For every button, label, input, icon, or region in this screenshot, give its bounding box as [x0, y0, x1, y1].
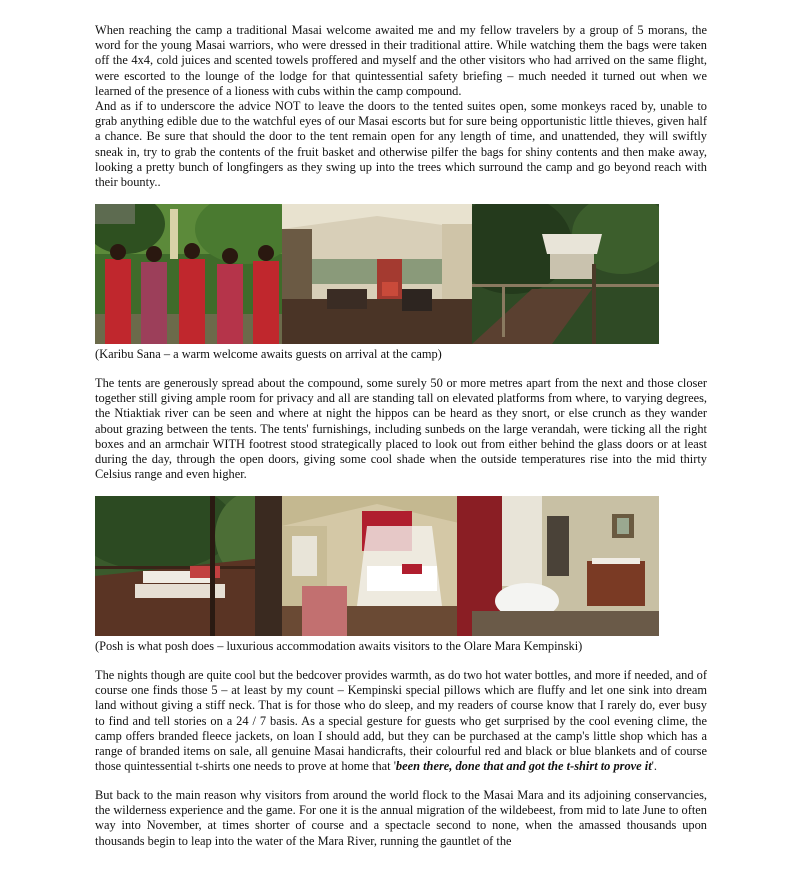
photo-bathroom [472, 496, 659, 636]
photo-row-welcome [95, 204, 659, 344]
caption-welcome: (Karibu Sana – a warm welcome awaits guests on arrival at the camp) [95, 347, 442, 361]
photo-bedroom [282, 496, 472, 636]
caption-accommodation: (Posh is what posh does – luxurious accommodation awaits visitors to the Olare Mara Kempinski) [95, 639, 583, 653]
photo-verandah-sunbeds [95, 496, 282, 636]
paragraph-nights-end: '. [651, 759, 658, 774]
paragraph-migration: But back to the main reason why visitors from around the world flock to the Masai Mara and its adjoining conservancies, the wilderness experience and the game. For one it is the annual migration of the wildebeest, from mid to late June to often way into November, at times shorter of course and a spectacle second to none, when the amassed thousands upon thousands begin to leap into the water of the Mara River, running the gauntlet of the [95, 788, 707, 848]
photo-row-accommodation [95, 496, 659, 636]
paragraph-nights [95, 668, 707, 774]
paragraph-welcome: When reaching the camp a traditional Masai welcome awaited me and my fellow travelers by a group of 5 morans, the word for the young Masai warriors, who were dressed in their traditional attire. While watching them the bags were taken off the 4x4, cold juices and scented towels proffered and myself and the other visitors who had arrived on the same flight, were escorted to the lounge of the lodge for that quintessential safety briefing – much needed it turned out when we learned of the presence of a lioness with cubs within the camp compound. [95, 23, 707, 98]
photo-masai-warriors [95, 204, 282, 344]
tshirt-quote: been there, done that and got the t-shirt to prove it [395, 759, 652, 774]
paragraph-nights-text: The nights though are quite cool but the bedcover provides warmth, as do two hot water bottles, and more if needed, and of course one finds those 5 – at least by my count – Kempinski special pillows which are fluffy and let one sink into dream land without giving a stiff neck. That is for those who do sleep, and my readers of course know that I rarely do, ever busy to find and tell stories on a 24 / 7 basis. As a special gesture for guests who get surprised by the cool evening clime, the camp offers branded fleece jackets, on loan I should add, but they can be purchased at the camp's little shop which has a range of branded items on sale, all genuine Masai handicrafts, their colourful red and black or blue blankets and of course those quintessential t-shirts one needs to prove at home that ' [95, 668, 707, 774]
photo-deck-walkway [472, 204, 659, 344]
photo-tent-lounge [282, 204, 472, 344]
paragraph-tents: The tents are generously spread about the compound, some surely 50 or more metres apart from the next and those closer together still giving ample room for privacy and all are standing tall on elevated platforms from where, to varying degrees, the Ntiaktiak river can be seen and where at night the hippos can be heard as they snort, or else crunch as they wander about grazing between the tents. The tents' furnishings, including sunbeds on the large verandah, were ticking all the right boxes and an armchair WITH footrest stood strategically placed to look out from either behind the glass doors or at least during the day, through the open doors, giving some cool shade when the outside temperatures rise into the mid thirty Celsius range and even higher. [95, 376, 707, 482]
paragraph-monkeys: And as if to underscore the advice NOT to leave the doors to the tented suites open, some monkeys raced by, unable to grab anything edible due to the watchful eyes of our Masai escorts but for sure being opportunistic little thieves, given half a chance. Be sure that should the door to the tent remain open for any length of time, and unattended, they will swiftly sneak in, try to grab the contents of the fruit basket and otherwise pilfer the bags for shiny contents and then make away, looking a pretty bunch of longfingers as they swing up into the trees which surround the camp and go beyond reach with their bounty.. [95, 99, 707, 190]
